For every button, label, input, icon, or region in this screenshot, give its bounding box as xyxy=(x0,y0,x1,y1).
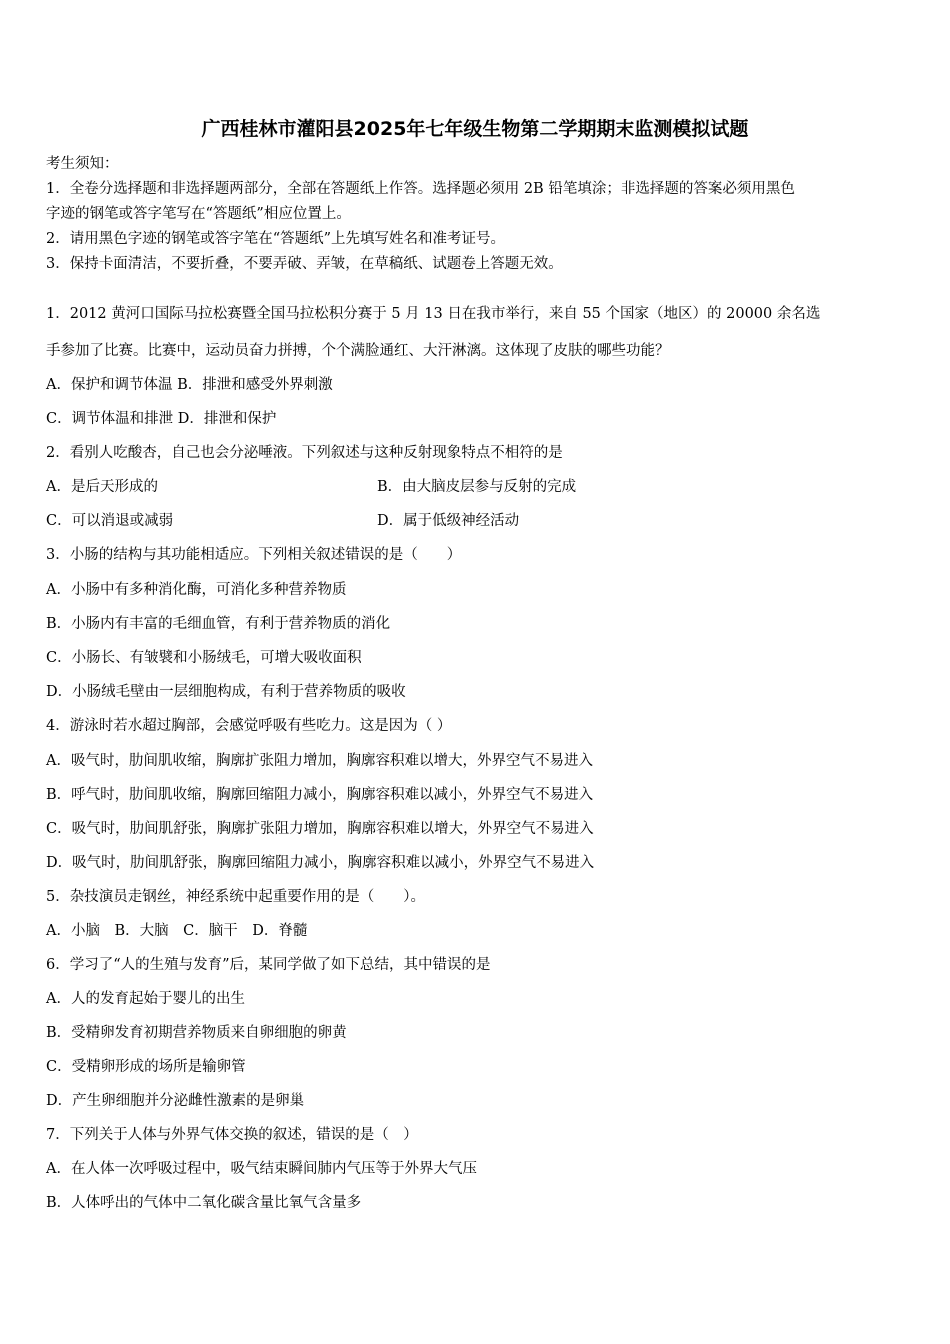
q4-stem: 4．游泳时若水超过胸部，会感觉呼吸有些吃力。这是因为（ ） xyxy=(46,718,452,734)
page-title: 广西桂林市灌阳县2025年七年级生物第二学期期末监测模拟试题 xyxy=(201,118,749,140)
q6-option-d: D．产生卵细胞并分泌雌性激素的是卵巢 xyxy=(46,1093,305,1109)
q2-stem: 2．看别人吃酸杏，自己也会分泌唾液。下列叙述与这种反射现象特点不相符的是 xyxy=(46,445,563,461)
q4-option-b: B．呼气时，肋间肌收缩，胸廓回缩阻力减小，胸廓容积难以减小，外界空气不易进入 xyxy=(46,787,594,803)
notice-item-1-line-2: 字迹的钢笔或答字笔写在“答题纸”相应位置上。 xyxy=(46,206,351,222)
q4-option-a: A．吸气时，肋间肌收缩，胸廓扩张阻力增加，胸廓容积难以增大，外界空气不易进入 xyxy=(46,753,593,769)
q7-option-a: A．在人体一次呼吸过程中，吸气结束瞬间肺内气压等于外界大气压 xyxy=(46,1161,477,1177)
q5-options: A．小脑 B．大脑 C．脑干 D．脊髓 xyxy=(46,923,308,939)
q5-stem: 5．杂技演员走钢丝，神经系统中起重要作用的是（ ）。 xyxy=(46,889,425,905)
q2-option-b: B．由大脑皮层参与反射的完成 xyxy=(377,479,577,495)
q2-option-d: D．属于低级神经活动 xyxy=(377,513,520,529)
q4-option-c: C．吸气时，肋间肌舒张，胸廓扩张阻力增加，胸廓容积难以增大，外界空气不易进入 xyxy=(46,821,594,837)
q3-option-b: B．小肠内有丰富的毛细血管，有利于营养物质的消化 xyxy=(46,616,391,632)
q1-options-row-2: C．调节体温和排泄 D．排泄和保护 xyxy=(46,411,277,427)
notice-item-1-line-1: 1．全卷分选择题和非选择题两部分，全部在答题纸上作答。选择题必须用 2B 铅笔填涂；非选择题的答案必须用黑色 xyxy=(46,181,795,197)
q1-stem-line-2: 手参加了比赛。比赛中，运动员奋力拼搏，个个满脸通红、大汗淋漓。这体现了皮肤的哪些功能？ xyxy=(46,343,670,359)
q6-stem: 6．学习了“人的生殖与发育”后，某同学做了如下总结，其中错误的是 xyxy=(46,957,491,973)
q6-option-c: C．受精卵形成的场所是输卵管 xyxy=(46,1059,246,1075)
q7-option-b: B．人体呼出的气体中二氧化碳含量比氧气含量多 xyxy=(46,1195,362,1211)
q2-option-c: C．可以消退或减弱 xyxy=(46,513,174,529)
q3-option-d: D．小肠绒毛壁由一层细胞构成，有利于营养物质的吸收 xyxy=(46,684,406,700)
q7-stem: 7．下列关于人体与外界气体交换的叙述，错误的是（ ） xyxy=(46,1127,418,1143)
q6-option-b: B．受精卵发育初期营养物质来自卵细胞的卵黄 xyxy=(46,1025,347,1041)
q6-option-a: A．人的发育起始于婴儿的出生 xyxy=(46,991,245,1007)
q3-option-c: C．小肠长、有皱襞和小肠绒毛，可增大吸收面积 xyxy=(46,650,362,666)
notice-heading: 考生须知： xyxy=(46,156,119,172)
q3-stem: 3．小肠的结构与其功能相适应。下列相关叙述错误的是（ ） xyxy=(46,547,462,563)
notice-item-3: 3．保持卡面清洁，不要折叠，不要弄破、弄皱，在草稿纸、试题卷上答题无效。 xyxy=(46,256,563,272)
q2-option-a: A．是后天形成的 xyxy=(46,479,158,495)
q3-option-a: A．小肠中有多种消化酶，可消化多种营养物质 xyxy=(46,582,347,598)
q1-stem-line-1: 1．2012 黄河口国际马拉松赛暨全国马拉松积分赛于 5 月 13 日在我市举行，来自 55 个国家（地区）的 20000 余名选 xyxy=(46,306,821,322)
notice-item-2: 2．请用黑色字迹的钢笔或答字笔在“答题纸”上先填写姓名和准考证号。 xyxy=(46,231,506,247)
exam-notice xyxy=(46,152,906,277)
q1-options-row-1: A．保护和调节体温 B．排泄和感受外界刺激 xyxy=(46,377,333,393)
q4-option-d: D．吸气时，肋间肌舒张，胸廓回缩阻力减小，胸廓容积难以减小，外界空气不易进入 xyxy=(46,855,595,871)
